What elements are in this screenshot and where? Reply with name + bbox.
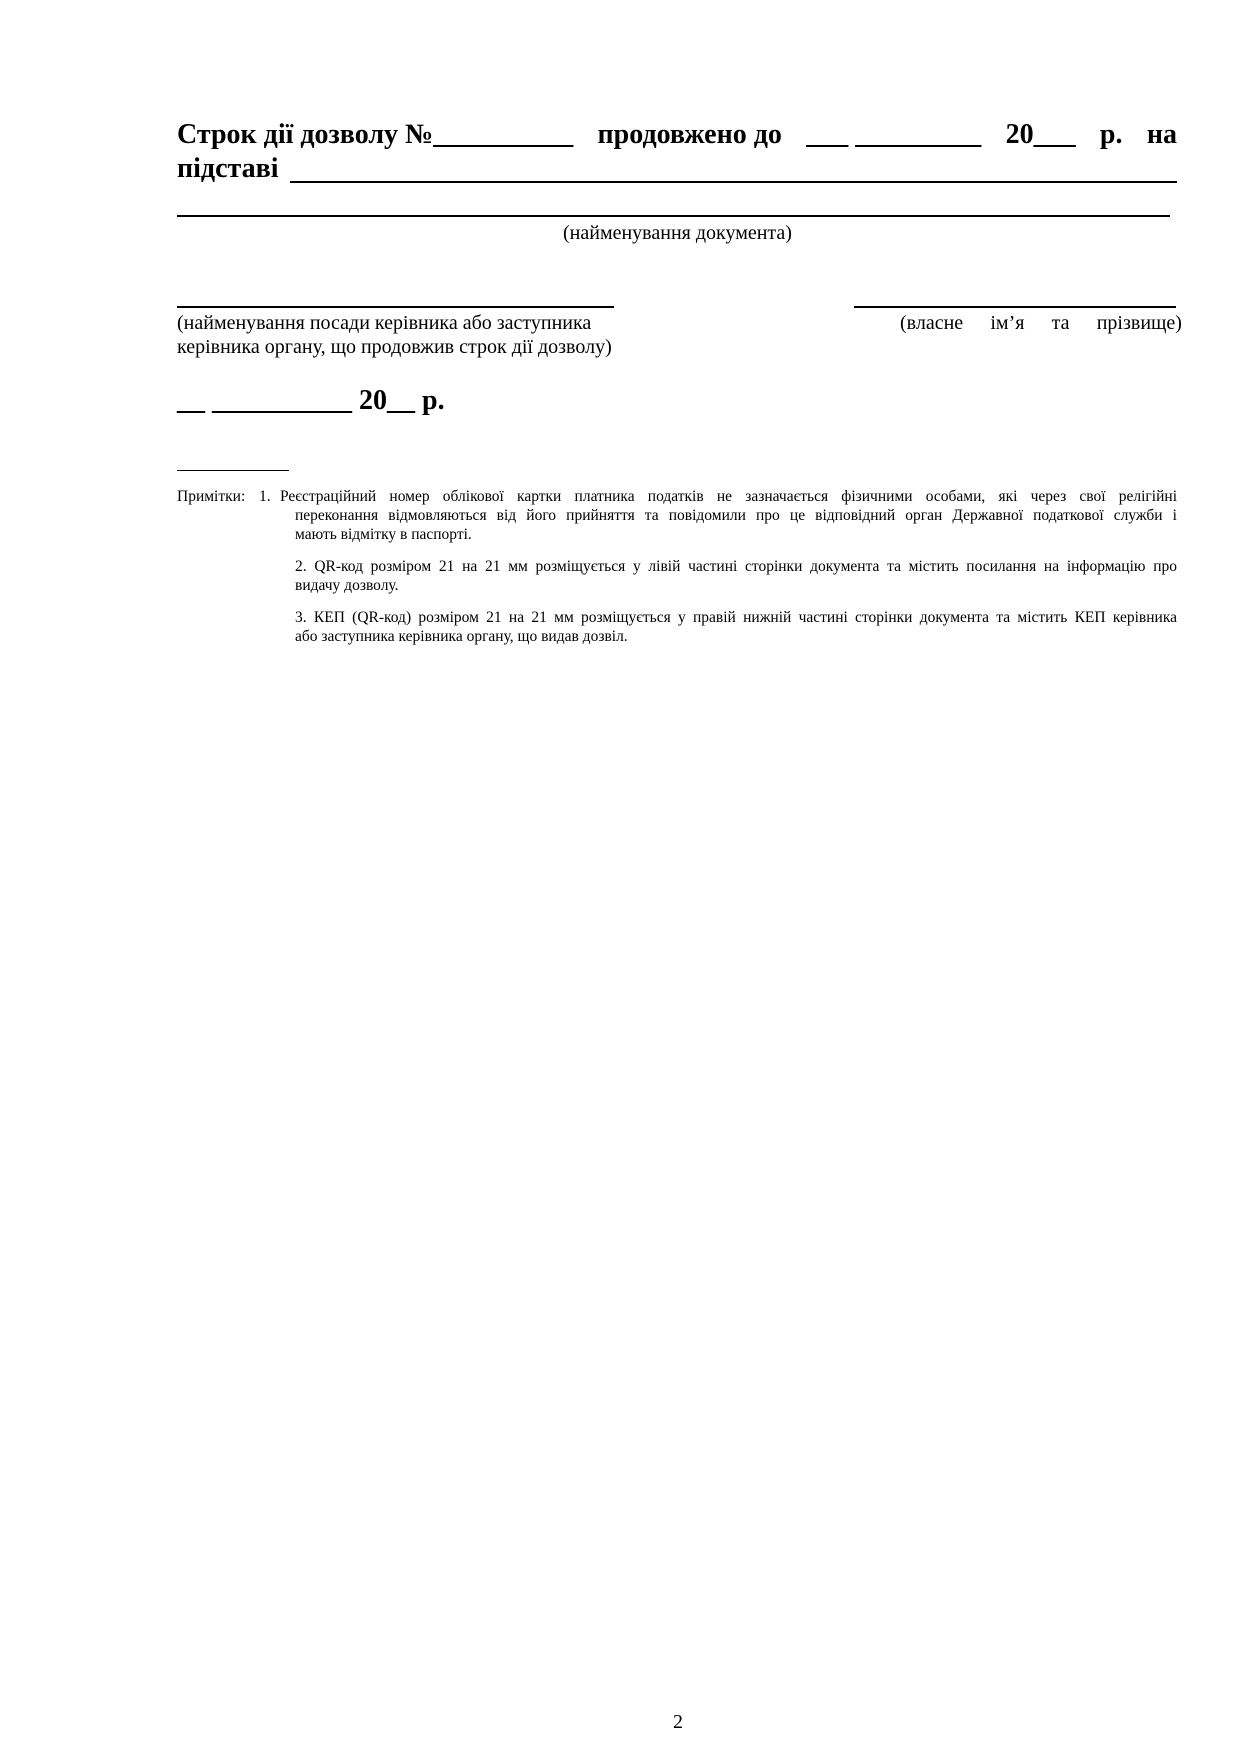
- position-caption-line2: керівника органу, що продовжив строк дії дозволу): [177, 336, 612, 358]
- note-1-line3: мають відмітку в паспорті.: [295, 526, 472, 543]
- extension-text-part2: продовжено до: [597, 119, 782, 150]
- notes-label: Примітки:: [177, 488, 246, 505]
- extension-year: 20___: [1005, 119, 1076, 150]
- extension-text-part1: Строк дії дозволу №__________: [177, 119, 574, 150]
- date-month-blank: __________: [212, 385, 352, 416]
- note-2-line2: видачу дозволу.: [295, 577, 399, 594]
- note-3-line1: 3. КЕП (QR-код) розміром 21 на 21 мм розміщується у правій нижній частині сторінки документа та містить КЕП керівника: [295, 609, 1177, 626]
- extension-date-blanks: ___ _________: [806, 119, 982, 150]
- name-signature-line: [854, 306, 1176, 308]
- name-caption-word: (власне: [900, 312, 964, 334]
- extension-year-suffix: р.: [1099, 119, 1123, 150]
- extension-word-na: на: [1146, 119, 1177, 150]
- basis-label: підставі: [177, 153, 279, 184]
- notes-separator: [177, 470, 289, 471]
- name-caption: [900, 311, 1182, 335]
- date-year: 20__ р.: [359, 385, 445, 416]
- basis-blank-line: [290, 181, 1177, 183]
- date-day-blank: __: [177, 385, 205, 416]
- name-caption-word: прізвище): [1096, 312, 1182, 334]
- name-caption-word: ім’я: [990, 312, 1025, 334]
- document-blank-line: [177, 215, 1170, 217]
- note-3-line2: або заступника керівника органу, що видав дозвіл.: [295, 628, 628, 645]
- extension-line-1: [177, 118, 1177, 152]
- name-caption-word: та: [1051, 312, 1070, 334]
- position-signature-line: [177, 306, 614, 308]
- note-1-line2: переконання відмовляються від його прийняття та повідомили про це відповідний орган Державної податкової служби і: [295, 507, 1177, 524]
- position-caption-line1: (найменування посади керівника або заступника: [177, 312, 592, 334]
- document-caption: (найменування документа): [563, 222, 792, 244]
- note-2-line1: 2. QR-код розміром 21 на 21 мм розміщується у лівій частині сторінки документа та містить посилання на інформацію про: [295, 558, 1177, 575]
- page-number: 2: [673, 1711, 683, 1733]
- note-1-line1: Реєстраційний номер облікової картки платника податків не зазначається фізичними особами, які через свої релігійні: [280, 488, 1177, 505]
- date-line: [177, 384, 445, 418]
- note-1-number: 1.: [259, 488, 271, 505]
